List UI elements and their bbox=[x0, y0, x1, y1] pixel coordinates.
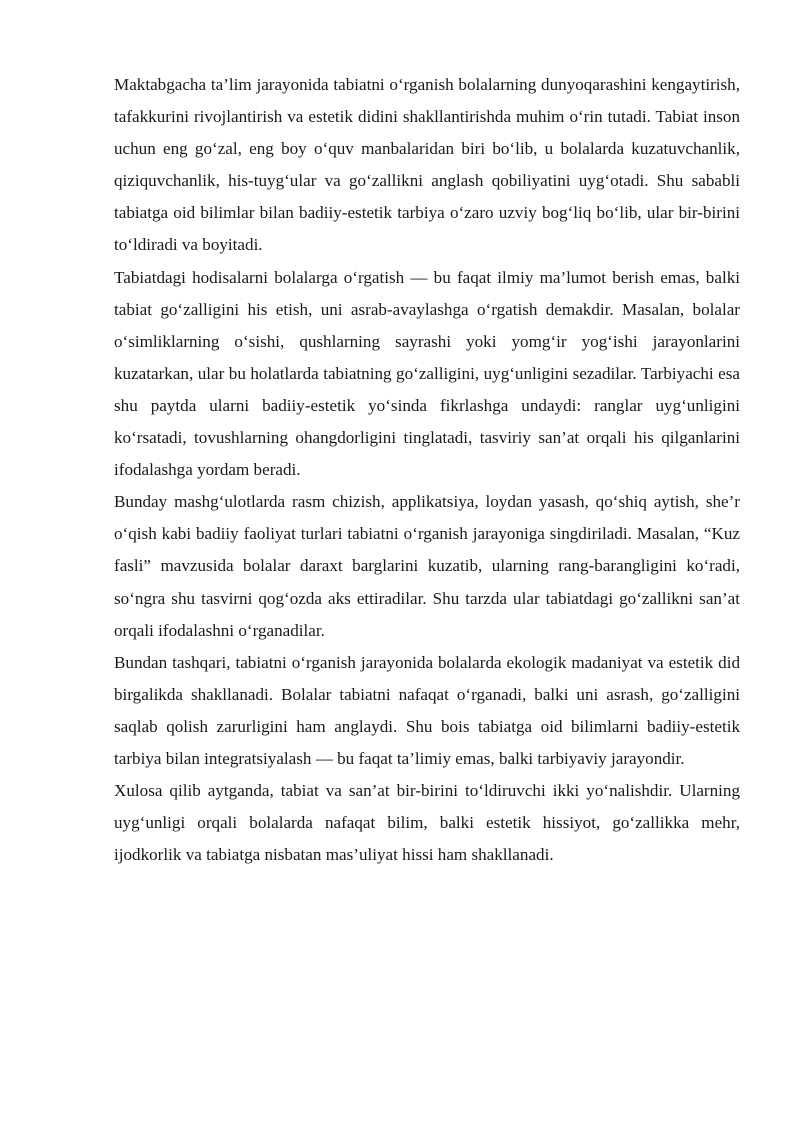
paragraph-1: Maktabgacha ta’lim jarayonida tabiatni o‘rganish bolalarning dunyoqarashini kengaytirish, tafakkurini rivojlantirish va estetik didini shakllantirishda muhim o‘rin tutadi. Tabiat inson uchun eng go‘zal, eng boy o‘quv manbalaridan biri bo‘lib, u bolalarda kuzatuvchanlik, qiziquvchanlik, his-tuyg‘ular va go‘zallikni anglash qobiliyatini uyg‘otadi. Shu sababli tabiatga oid bilimlar bilan badiiy-estetik tarbiya o‘zaro uzviy bog‘liq bo‘lib, ular bir-birini to‘ldiradi va boyitadi. bbox=[114, 75, 740, 255]
paragraph-2: Tabiatdagi hodisalarni bolalarga o‘rgatish — bu faqat ilmiy ma’lumot berish emas, balki tabiat go‘zalligini his etish, uni asrab-avaylashga o‘rgatish demakdir. Masalan, bolalar o‘simliklarning o‘sishi, qushlarning sayrashi yoki yomg‘ir yog‘ishi jarayonlarini kuzatarkan, ular bu holatlarda tabiatning go‘zalligini, uyg‘unligini sezadilar. Tarbiyachi esa shu paytda ularni badiiy-estetik yo‘sinda fikrlashga undaydi: ranglar uyg‘unligini ko‘rsatadi, tovushlarning ohangdorligini tinglatadi, tasviriy san’at orqali his qilganlarini ifodalashga yordam beradi. bbox=[114, 267, 740, 480]
paragraph-3: Bunday mashg‘ulotlarda rasm chizish, applikatsiya, loydan yasash, qo‘shiq aytish, she’r o‘qish kabi badiiy faoliyat turlari tabiatni o‘rganish jarayoniga singdiriladi. Masalan, “Kuz fasli” mavzusida bolalar daraxt barglarini kuzatib, ularning rang-barangligini ko‘radi, so‘ngra shu tasvirni qog‘ozda aks ettiradilar. Shu tarzda ular tabiatdagi go‘zallikni san’at orqali ifodalashni o‘rganadilar. bbox=[114, 492, 740, 640]
paragraph-4: Bundan tashqari, tabiatni o‘rganish jarayonida bolalarda ekologik madaniyat va estetik did birgalikda shakllanadi. Bolalar tabiatni nafaqat o‘rganadi, balki uni asrash, go‘zalligini saqlab qolish zarurligini ham anglaydi. Shu bois tabiatga oid bilimlarni badiiy-estetik tarbiya bilan integratsiyalash — bu faqat ta’limiy emas, balki tarbiyaviy jarayondir. bbox=[114, 652, 740, 768]
document-body bbox=[114, 69, 740, 871]
paragraph-5: Xulosa qilib aytganda, tabiat va san’at bir-birini to‘ldiruvchi ikki yo‘nalishdir. Ularning uyg‘unligi orqali bolalarda nafaqat bilim, balki estetik hissiyot, go‘zallikka mehr, ijodkorlik va tabiatga nisbatan mas’uliyat hissi ham shakllanadi. bbox=[114, 781, 740, 865]
